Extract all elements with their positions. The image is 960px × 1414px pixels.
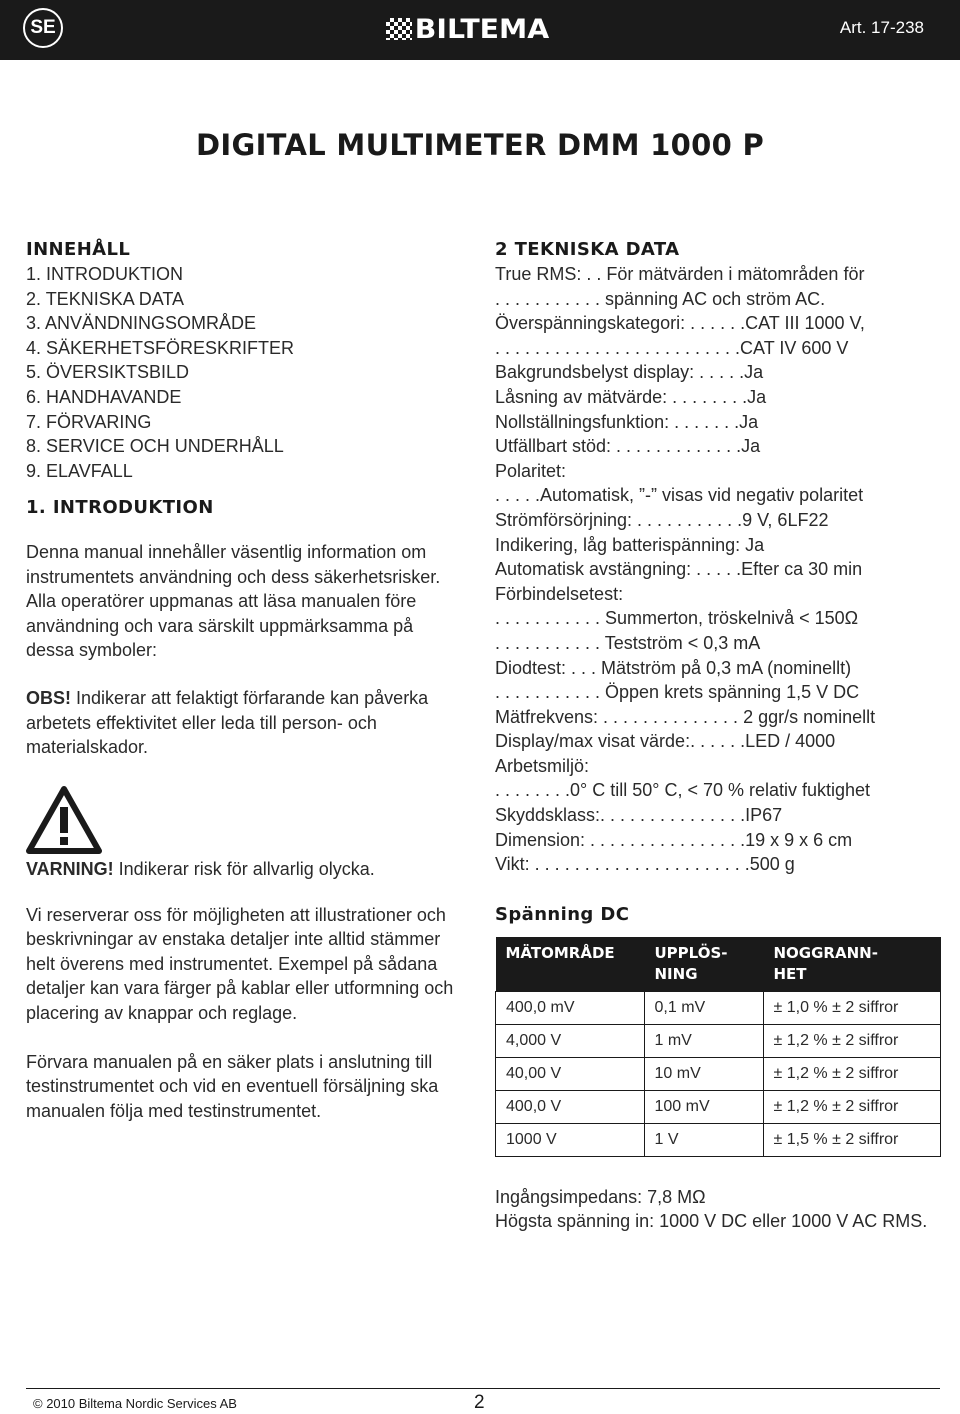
toc-heading: INNEHÅLL [26, 239, 131, 260]
table-cell: ± 1,2 % ± 2 siffror [763, 1057, 941, 1090]
document-title: DIGITAL MULTIMETER DMM 1000 P [196, 128, 764, 162]
varning-text: Indikerar risk för allvarlig olycka. [113, 858, 375, 879]
checker-flag-icon [386, 18, 412, 40]
toc-item: 9. ELAVFALL [26, 460, 133, 481]
tech-spec-list [495, 262, 940, 877]
spec-line: Överspänningskategori: . . . . . .CAT III 1000 V, [495, 313, 865, 334]
spec-line: True RMS: . . För mätvärden i mätområden för [495, 264, 865, 284]
footer-copyright: © 2010 Biltema Nordic Services AB [33, 1396, 237, 1411]
table-cell: 0,1 mV [644, 991, 763, 1024]
toc-item: 3. ANVÄNDNINGSOMRÅDE [26, 313, 257, 334]
table-cell: 400,0 mV [496, 991, 645, 1024]
toc-item: 6. HANDHAVANDE [26, 386, 182, 407]
spec-line: . . . . . . . .0° C till 50° C, < 70 % relativ fuktighet [495, 780, 871, 801]
column-header: NOGGRANN- HET [763, 937, 941, 992]
spec-line: . . . . . . . . . . . spänning AC och ström AC. [495, 288, 826, 309]
spec-line: Arbetsmiljö: [495, 755, 590, 776]
varning-label: VARNING! [26, 858, 114, 879]
table-cell: ± 1,5 % ± 2 siffror [763, 1123, 941, 1156]
storage-paragraph: Förvara manualen på en säker plats i anslutning till testinstrumentet och vid en eventuell försäljning ska manualen följa med testinstrumentet. [26, 1052, 439, 1121]
spec-line: Diodtest: . . . Mätström på 0,3 mA (nominellt) [495, 657, 852, 678]
toc-item: 5. ÖVERSIKTSBILD [26, 362, 190, 383]
intro-heading: 1. INTRODUKTION [26, 497, 214, 519]
page-number: 2 [474, 1392, 485, 1413]
toc-item: 4. SÄKERHETSFÖRESKRIFTER [26, 337, 295, 358]
varning-note [26, 857, 466, 881]
spec-line: . . . . . . . . . . . Summerton, tröskelnivå < 150Ω [495, 608, 859, 629]
spec-line: Nollställningsfunktion: . . . . . . .Ja [495, 411, 759, 432]
toc-item: 8. SERVICE OCH UNDERHÅLL [26, 436, 284, 457]
article-number: Art. 17-238 [839, 18, 924, 37]
spec-line: Display/max visat värde:. . . . . .LED / 4000 [495, 731, 836, 752]
language-badge: SE [23, 8, 63, 48]
table-of-contents [26, 262, 466, 483]
spec-line: Vikt: . . . . . . . . . . . . . . . . . . . . . .500 g [495, 854, 795, 875]
spec-line: Polaritet: [495, 460, 567, 481]
spec-line: Skyddsklass:. . . . . . . . . . . . . . .IP67 [495, 805, 783, 826]
spec-line: Strömförsörjning: . . . . . . . . . . .9 V, 6LF22 [495, 509, 829, 530]
spec-line: Indikering, låg batterispänning: Ja [495, 534, 765, 555]
table-header-row [496, 937, 941, 992]
spec-line: Bakgrundsbelyst display: . . . . .Ja [495, 362, 764, 383]
column-header: MÄTOMRÅDE [496, 937, 645, 992]
table-cell: 40,00 V [496, 1057, 645, 1090]
table-cell: 10 mV [644, 1057, 763, 1090]
table-cell: 4,000 V [496, 1024, 645, 1057]
table-cell: 1000 V [496, 1123, 645, 1156]
table-cell: 1 mV [644, 1024, 763, 1057]
obs-label: OBS! [26, 688, 71, 709]
table-cell: 1 V [644, 1123, 763, 1156]
table-row [496, 1057, 941, 1090]
intro-paragraph: Denna manual innehåller väsentlig information om instrumentets användning och dess säkerhetsrisker. Alla operatörer uppmanas att läsa manualen före användning och vara särskilt uppmärksamma på dessa symboler: [26, 542, 441, 660]
table-cell: ± 1,2 % ± 2 siffror [763, 1024, 941, 1057]
table-row [496, 1123, 941, 1156]
toc-item: 2. TEKNISKA DATA [26, 288, 185, 309]
tech-heading: 2 TEKNISKA DATA [495, 239, 680, 260]
spec-line: . . . . . . . . . . . Öppen krets spänning 1,5 V DC [495, 682, 860, 703]
table-cell: ± 1,2 % ± 2 siffror [763, 1090, 941, 1123]
spec-line: . . . . .Automatisk, ”-” visas vid negativ polaritet [495, 485, 864, 506]
spec-line: Utfällbart stöd: . . . . . . . . . . . . .Ja [495, 436, 761, 457]
right-column [495, 238, 940, 1234]
obs-text: Indikerar att felaktigt förfarande kan påverka arbetets effektivitet eller leda till person- och materialskador. [26, 688, 429, 758]
column-header: UPPLÖS- NING [644, 937, 763, 992]
spec-line: . . . . . . . . . . . Testström < 0,3 mA [495, 632, 761, 653]
left-column [26, 238, 466, 1123]
obs-note [26, 686, 466, 759]
header-bar [0, 0, 960, 60]
warning-symbol [26, 785, 466, 855]
footer-divider [26, 1388, 940, 1389]
brand-name: BILTEMA [414, 13, 550, 45]
disclaimer-paragraph: Vi reserverar oss för möjligheten att illustrationer och beskrivningar av enstaka detaljer inte alltid stämmer helt överens med instrumentet. Exempel på sådana detaljer kan vara färger på kablar eller utformning och placering av knappar och reglage. [26, 905, 454, 1023]
table-row [496, 1024, 941, 1057]
spec-line: Förbindelsetest: [495, 583, 624, 604]
spec-line: . . . . . . . . . . . . . . . . . . . . . . . . .CAT IV 600 V [495, 337, 849, 358]
spec-line: Dimension: . . . . . . . . . . . . . . . .19 x 9 x 6 cm [495, 829, 853, 850]
spec-line: Automatisk avstängning: . . . . .Efter ca 30 min [495, 559, 863, 580]
spec-line: Låsning av mätvärde: . . . . . . . .Ja [495, 386, 767, 407]
impedance-note: Ingångsimpedans: 7,8 MΩ [495, 1186, 706, 1207]
table-cell: 400,0 V [496, 1090, 645, 1123]
max-voltage-note: Högsta spänning in: 1000 V DC eller 1000 V AC RMS. [495, 1211, 928, 1232]
table-cell: ± 1,0 % ± 2 siffror [763, 991, 941, 1024]
toc-item: 7. FÖRVARING [26, 411, 152, 432]
toc-item: 1. INTRODUKTION [26, 264, 184, 284]
warning-triangle-icon [26, 785, 102, 855]
biltema-logo [386, 13, 550, 45]
dc-heading: Spänning DC [495, 903, 630, 925]
spec-line: Mätfrekvens: . . . . . . . . . . . . . . 2 ggr/s nominellt [495, 706, 876, 727]
table-row [496, 991, 941, 1024]
dc-spec-table [495, 937, 941, 1157]
table-cell: 100 mV [644, 1090, 763, 1123]
table-row [496, 1090, 941, 1123]
